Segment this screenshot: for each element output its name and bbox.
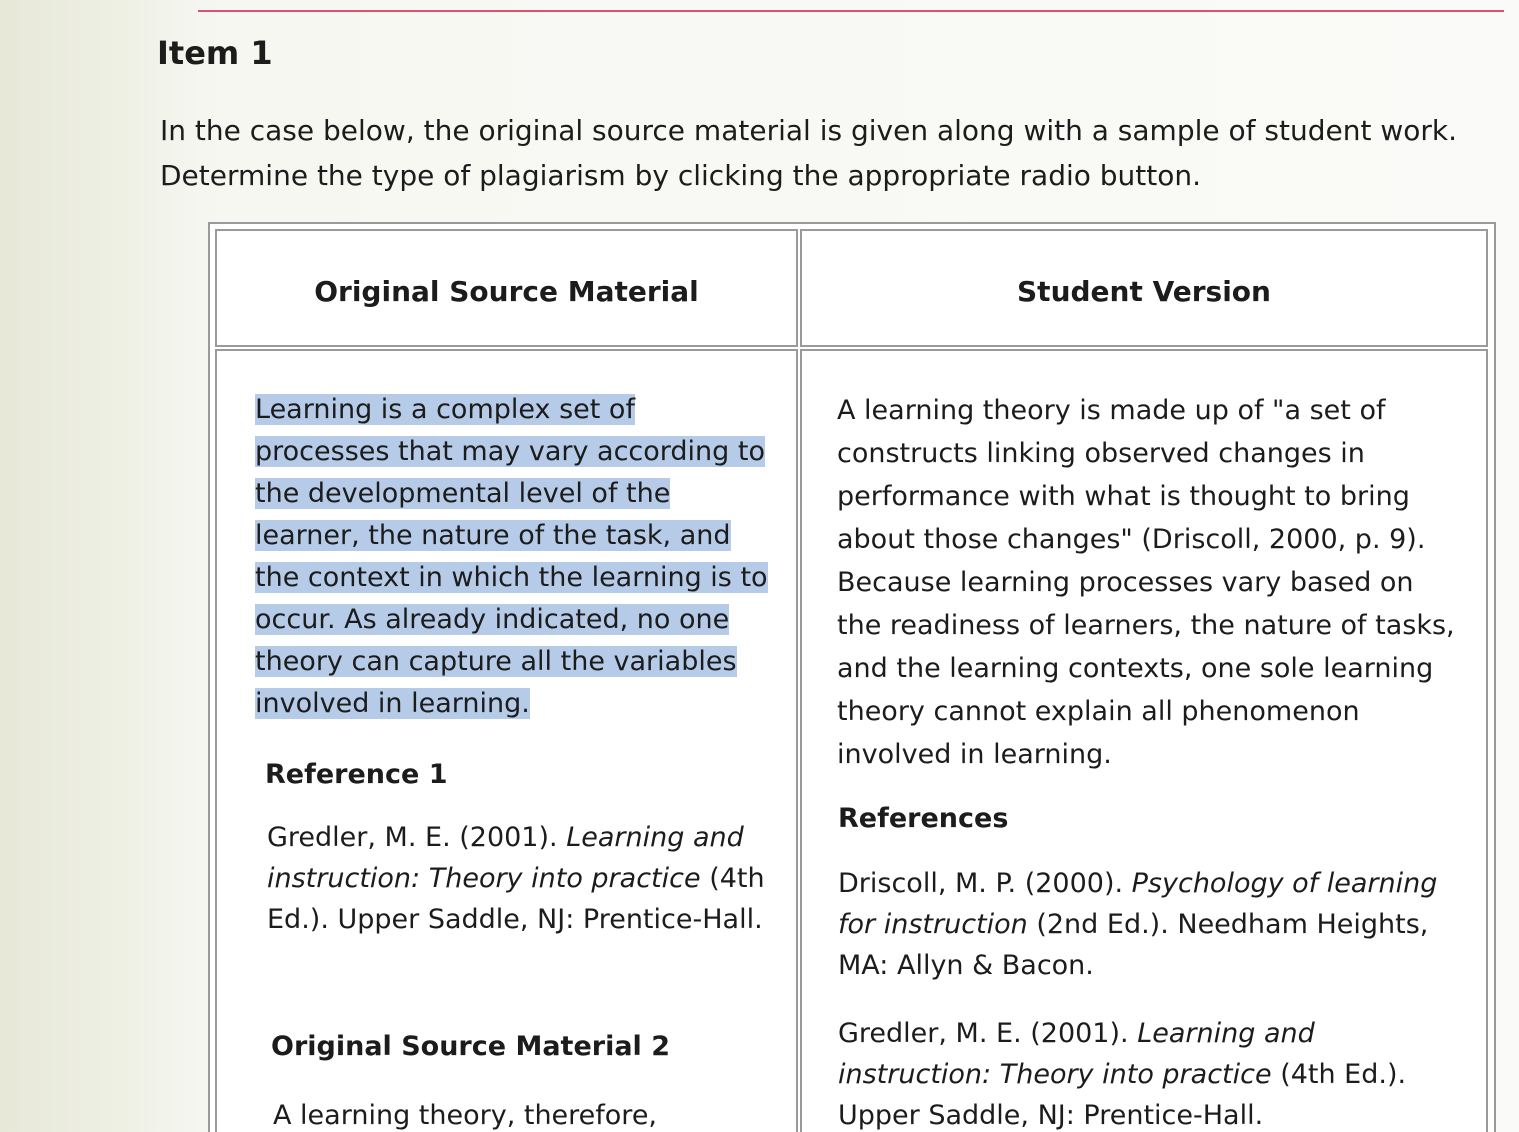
original-source-2-passage: A learning theory, therefore,: [273, 1100, 658, 1131]
student-reference-gredler: [838, 1013, 1458, 1132]
student-version-passage: A learning theory is made up of "a set of constructs linking observed changes in performance with what is thought to bring about those changes" (Driscoll, 2000, p. 9). Because learning processes vary based on the readiness of learners, the nature of tasks, and the learning contexts, one sole learning theory cannot explain all phenomenon involved in learning.: [837, 395, 1455, 770]
driscoll-authors: Driscoll, M. P. (2000).: [838, 868, 1132, 899]
original-source-header-cell: [215, 229, 798, 347]
reference-1-publisher: (4th Ed.). Upper Saddle, NJ: Prentice-Hall.: [267, 863, 765, 935]
student-version-header: Student Version: [1017, 275, 1271, 308]
student-version-cell: [800, 349, 1488, 1132]
instructions-text: In the case below, the original source material is given along with a sample of student work. Determine the type of plagiarism by clicking the appropriate radio button.: [160, 114, 1457, 192]
gredler-book-title: Learning and instruction: Theory into practice: [838, 1018, 1315, 1090]
original-source-2-heading: Original Source Material 2: [271, 1031, 670, 1062]
reference-1-authors: Gredler, M. E. (2001).: [267, 822, 567, 853]
gredler-publisher: (4th Ed.). Upper Saddle, NJ: Prentice-Hall.: [838, 1059, 1407, 1131]
case-table: [208, 222, 1496, 1132]
item-title: Item 1: [157, 34, 273, 72]
gredler-authors: Gredler, M. E. (2001).: [838, 1018, 1138, 1049]
driscoll-book-title: Psychology of learning for instruction: [838, 868, 1438, 940]
student-version-header-cell: [800, 229, 1488, 347]
references-heading: References: [838, 803, 1009, 834]
reference-1-book-title: Learning and instruction: Theory into practice: [267, 822, 744, 894]
top-divider: [198, 10, 1504, 12]
original-source-cell: [215, 349, 798, 1132]
driscoll-publisher: (2nd Ed.). Needham Heights, MA: Allyn & Bacon.: [838, 909, 1429, 981]
reference-1-heading: Reference 1: [265, 759, 448, 790]
student-reference-driscoll: [838, 863, 1458, 986]
original-source-passage[interactable]: [255, 389, 775, 725]
original-source-header: Original Source Material: [314, 275, 699, 308]
reference-1-citation: [267, 817, 767, 940]
selected-text-highlight: Learning is a complex set of processes that may vary according to the developmental level of the learner, the nature of the task, and the context in which the learning is to occur. As already indicated, no one theory can capture all the variables involved in learning.: [255, 394, 768, 719]
